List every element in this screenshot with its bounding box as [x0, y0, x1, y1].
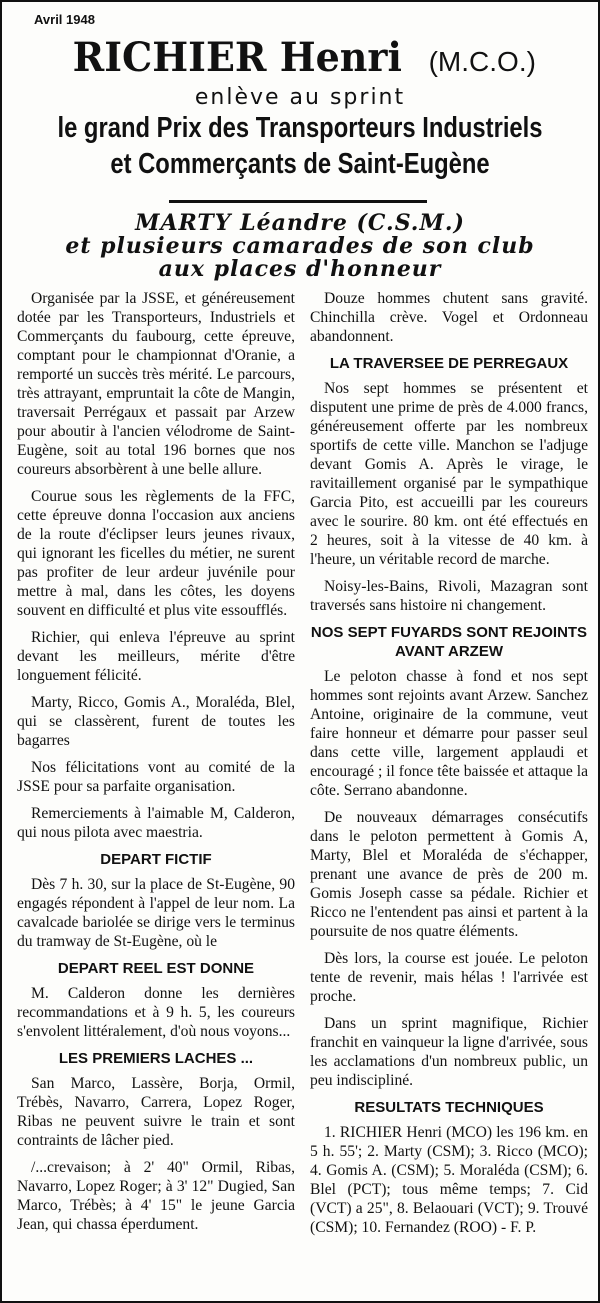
headline-divider	[169, 200, 427, 203]
article-column-left	[17, 289, 295, 1242]
paragraph: Douze hommes chutent sans gravité. Chinchilla crève. Vogel et Ordonneau abandonnent.	[310, 290, 588, 345]
paragraph: De nouveaux démarrages consécutifs dans le peloton permettent à Gomis A, Marty, Blel et Moraléda de s'échapper, prenant une avance de près de 200 m. Gomis Joseph casse sa pédale. Richier et Ricco ne l'entendent pas ainsi et partent à la poursuite de nos quatre éléments.	[310, 809, 588, 940]
subheadline-line3: aux places d'honneur	[158, 256, 442, 282]
headline-main	[2, 34, 598, 81]
subheadline-line2: et plusieurs camarades de son club	[65, 233, 535, 259]
results-paragraph: 1. RICHIER Henri (MCO) les 196 km. en 5 h. 55'; 2. Marty (CSM); 3. Ricco (MCO); 4. Gomis A. (CSM); 5. Moraléda (CSM); 6. Blel (PCT); tous même temps; 7. Cid (VCT) a 25", 8. Belaouari (VCT); 9. Trouvé (CSM); 10. Fernandez (ROO) - F. P.	[310, 1124, 588, 1236]
paragraph: Courue sous les règlements de la FFC, cette épreuve donna l'occasion aux anciens de la route d'éclipser leurs jeunes rivaux, qui ignorant les ficelles du métier, ne surent pas profiter de leur ardeur juvénile pour mettre à mal, dans les côtes, les doyens souvent en difficulté et plus vite essoufflés.	[17, 488, 295, 619]
article-column-right	[310, 289, 588, 1245]
paragraph: San Marco, Lassère, Borja, Ormil, Trébès, Navarro, Carrera, Lopez Roger, Ribas ne peuvent suivre le train et sont contraints de lâcher pied.	[17, 1075, 295, 1149]
section-heading: RESULTATS TECHNIQUES	[354, 1099, 544, 1116]
paragraph: Dès lors, la course est jouée. Le peloton tente de revenir, mais hélas ! l'arrivée est proche.	[310, 950, 588, 1005]
paragraph: Le peloton chasse à fond et nos sept hommes sont rejoints avant Arzew. Sanchez Antoine, originaire de la commune, veut faire honneur et démarre pour passer seul dans cette ville, largement applaudi et encouragé ; il fonce tête baissée et attaque la côte. Serrano abandonne.	[310, 668, 588, 799]
section-heading: DEPART FICTIF	[100, 851, 212, 868]
paragraph: M. Calderon donne les dernières recommandations et à 9 h. 5, les coureurs s'envolent littéralement, d'où nous voyons...	[17, 985, 295, 1040]
paragraph: Organisée par la JSSE, et généreusement dotée par les Transporteurs, Industriels et Commerçants du faubourg, cette épreuve, comptant pour le championnat d'Oranie, a remporté un succès très mérité. Le parcours, très attrayant, empruntait la côte de Mangin, traversait Perrégaux et passait par Arzew pour aboutir à l'ancien vélodrome de Saint-Eugène, soit au total 196 bornes que nos coureurs absorbèrent à une belle allure.	[17, 290, 295, 478]
paragraph: Dans un sprint magnifique, Richier franchit en vainqueur la ligne d'arrivée, sous les acclamations d'un nombreux public, un peu indiscipliné.	[310, 1015, 588, 1089]
headline-winner-name: RICHIER Henri	[72, 34, 402, 81]
paragraph: Remerciements à l'aimable M, Calderon, qui nous pilota avec maestria.	[17, 805, 295, 841]
section-heading: DEPART REEL EST DONNE	[57, 960, 255, 977]
headline-line4: et Commerçants de Saint-Eugène	[110, 148, 490, 180]
paragraph: Marty, Ricco, Gomis A., Moraléda, Blel, qui se classèrent, furent de toutes les bagarres	[17, 694, 295, 749]
headline-line2: enlève au sprint	[194, 85, 406, 110]
paragraph: Nos sept hommes se présentent et disputent une prime de près de 4.000 francs, généreusement offerte par les nombreux sportifs de cette ville. Manchon se l'adjuge devant Gomis A. Après le virage, le ravitaillement organisé par le sympathique Garcia Pito, est accueilli par les coureurs avec le sourire. 80 km. ont été effectués en 2 heures, soit à la vitesse de 40 km. à l'heure, un véritable record de marche.	[310, 380, 588, 568]
section-heading: LES PREMIERS LACHES ...	[58, 1050, 254, 1067]
section-heading: LA TRAVERSEE DE PERREGAUX	[329, 355, 569, 372]
paragraph: Richier, qui enleva l'épreuve au sprint devant les meilleurs, mérite d'être longuement félicité.	[17, 629, 295, 684]
headline-line3: le grand Prix des Transporteurs Industriels	[57, 112, 543, 144]
subheadline-line1: MARTY Léandre (C.S.M.)	[135, 210, 465, 236]
paragraph: Nos félicitations vont au comité de la JSSE pour sa parfaite organisation.	[17, 759, 295, 795]
paragraph: Noisy-les-Bains, Rivoli, Mazagran sont traversés sans histoire ni changement.	[310, 578, 588, 614]
paragraph: /...crevaison; à 2' 40" Ormil, Ribas, Navarro, Lopez Roger; à 3' 12" Dugied, San Marco, Trébès; à 4' 15" le jeune Garcia Jean, qui chassa éperdument.	[17, 1159, 295, 1233]
paragraph: Dès 7 h. 30, sur la place de St-Eugène, 90 engagés répondent à l'appel de leur nom. La cavalcade bariolée se dirige vers le terminus du tramway de St-Eugène, où le	[17, 876, 295, 950]
article-date: Avril 1948	[34, 12, 95, 27]
headline-winner-club: (M.C.O.)	[428, 46, 536, 77]
section-heading: NOS SEPT FUYARDS SONT REJOINTS AVANT ARZEW	[310, 624, 588, 660]
